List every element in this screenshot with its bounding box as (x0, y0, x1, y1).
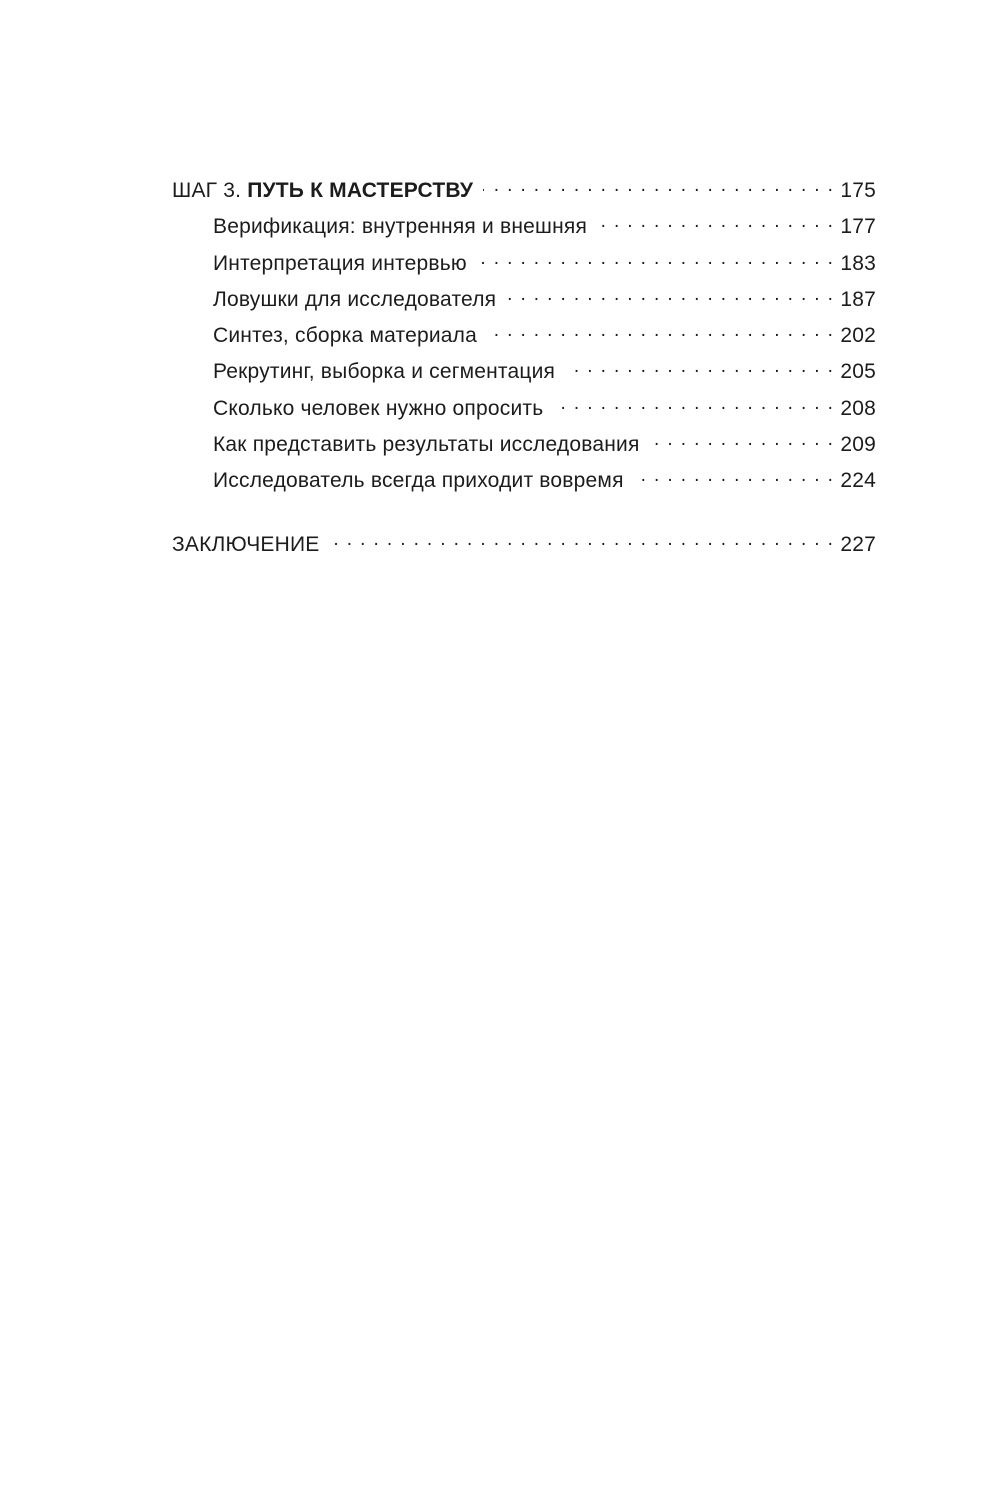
toc-entry (172, 466, 876, 502)
toc-entry-title: Рекрутинг, выборка и сегментация (213, 360, 556, 384)
toc-entry-title: Сколько человек нужно опросить (213, 396, 544, 420)
toc-entry-title: Исследователь всегда приходит вовремя (213, 469, 624, 493)
toc-entry (172, 394, 876, 430)
toc-entry-title: Интерпретация интервью (213, 251, 467, 275)
toc-entry (172, 430, 876, 466)
toc-entry-part-3 (172, 176, 876, 212)
toc-page-number: 227 (840, 532, 876, 556)
toc-entry-heading: ПУТЬ К МАСТЕРСТВУ (247, 179, 474, 202)
table-of-contents (172, 176, 876, 566)
toc-page-number: 209 (840, 433, 876, 457)
toc-page-number: 187 (840, 287, 876, 311)
toc-entry-title: ЗАКЛЮЧЕНИЕ (172, 532, 320, 556)
toc-page-number: 177 (840, 215, 876, 239)
toc-page-number: 224 (840, 469, 876, 493)
dot-leader (506, 285, 834, 306)
dot-leader (487, 321, 834, 342)
toc-entry-title: Синтез, сборка материала (213, 324, 477, 348)
toc-entry-title (172, 179, 473, 203)
dot-leader (553, 394, 834, 415)
dot-leader (650, 430, 835, 451)
dot-leader (330, 530, 835, 551)
toc-page-number: 175 (840, 179, 876, 202)
dot-leader (634, 466, 835, 487)
dot-leader (477, 249, 835, 270)
toc-entry-conclusion (172, 530, 876, 566)
dot-leader (483, 176, 834, 197)
toc-entry (172, 285, 876, 321)
toc-page-number: 183 (840, 251, 876, 275)
toc-entry (172, 357, 876, 393)
toc-entry-title: Верификация: внутренняя и внешняя (213, 215, 588, 239)
toc-entry (172, 321, 876, 357)
dot-leader (597, 212, 834, 233)
toc-entry-title: Как представить результаты исследования (213, 433, 640, 457)
dot-leader (565, 357, 834, 378)
toc-entry (172, 249, 876, 285)
toc-page-number: 208 (840, 396, 876, 420)
toc-entry-prefix: ШАГ 3. (172, 179, 248, 202)
toc-entry (172, 212, 876, 248)
toc-page-number: 202 (840, 324, 876, 348)
toc-entry-title: Ловушки для исследователя (213, 287, 497, 311)
toc-page-number: 205 (840, 360, 876, 384)
